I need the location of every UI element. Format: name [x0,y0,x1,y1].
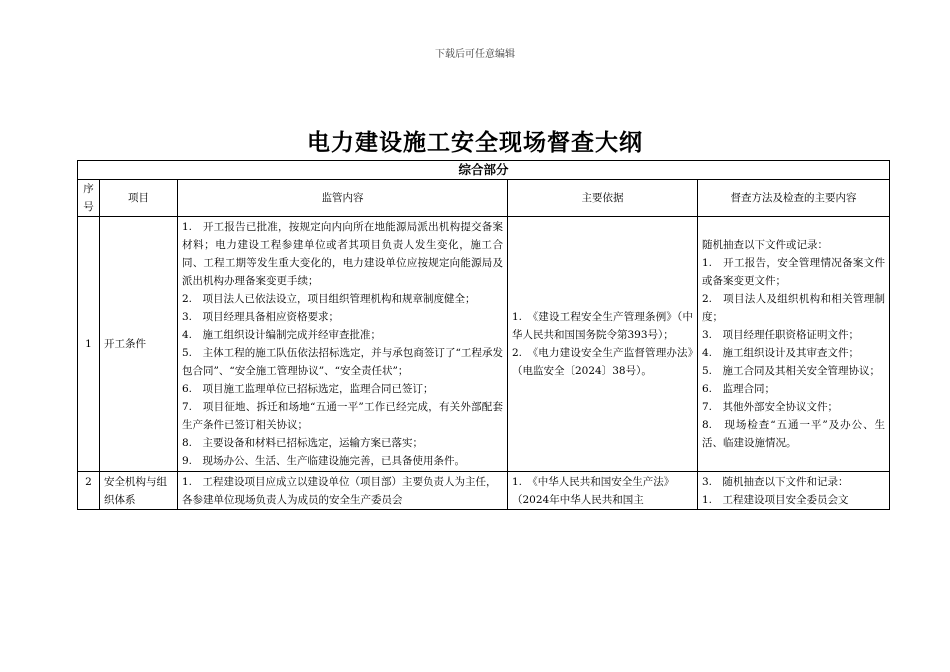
table-row [78,217,890,472]
method-line: 4. 施工组织设计及其审查文件； [702,347,860,359]
table-row [78,472,890,510]
row-basis-cell: 1. 《中华人民共和国安全生产法》（2024年中华人民共和国主 [508,472,698,510]
row-content-cell: 1. 工程建设项目应成立以建设单位（项目部）主要负责人为主任，各参建单位现场负责人为成员的安全生产委员会 [178,472,508,510]
row-no: 2 [78,472,100,510]
document-title: 电力建设施工安全现场督查大纲 [307,130,643,156]
method-line: 5. 施工合同及其相关安全管理协议； [702,365,881,377]
method-line: 1. 开工报告，安全管理情况备案文件或备案变更文件； [702,257,886,287]
col-header-content: 监管内容 [178,180,508,217]
row-method-cell: 3. 随机抽查以下文件和记录： 1. 工程建设项目安全委员会文 [698,472,890,510]
content-line: 3. 项目经理具备相应资格要求； [182,311,340,323]
method-line: 7. 其他外部安全协议文件； [702,401,839,413]
section-title: 综合部分 [78,161,890,180]
basis-line: 2. 《电力建设安全生产监督管理办法》（电监安全〔2024〕38号）。 [512,347,693,377]
method-line: 8. 现场检查“五通一平”及办公、生活、临建设施情况。 [702,419,886,449]
content-line: 6. 项目施工监理单位已招标选定，监理合同已签订； [182,383,434,395]
content-line: 7. 项目征地、拆迁和场地“五通一平”工作已经完成，有关外部配套生产条件已签订相关协议； [182,401,503,431]
content-line: 8. 主要设备和材料已招标选定，运输方案已落实； [182,437,424,449]
content-line: 5. 主体工程的施工队伍依法招标选定，并与承包商签订了“工程承发包合同”、“安全施工管理协议”、“安全责任状”； [182,347,503,377]
col-header-item: 项目 [100,180,178,217]
table-header-row [78,180,890,217]
row-item: 开工条件 [100,217,178,472]
method-line: 随机抽查以下文件或记录： [702,239,828,251]
header-note: 下载后可任意编辑 [435,49,515,60]
row-basis-cell [508,217,698,472]
content-line: 2. 项目法人已依法设立，项目组织管理机构和规章制度健全； [182,293,476,305]
col-header-no: 序号 [78,180,100,217]
inspection-table [77,160,890,510]
method-line: 3. 项目经理任职资格证明文件； [702,329,860,341]
method-line: 2. 项目法人及组织机构和相关管理制度； [702,293,886,323]
row-no: 1 [78,217,100,472]
row-method-cell [698,217,890,472]
content-line: 1. 开工报告已批准，按规定向内向所在地能源局派出机构提交备案材料；电力建设工程参建单位或者其项目负责人发生变化，施工合同、工程工期等发生重大变化的，电力建设单位应按规定向能源局及派出机构办理备案变更手续； [182,221,503,287]
row-item: 安全机构与组织体系 [100,472,178,510]
method-line: 6. 监理合同； [702,383,776,395]
content-line: 4. 施工组织设计编制完成并经审查批准； [182,329,382,341]
col-header-basis: 主要依据 [508,180,698,217]
basis-line: 1. 《建设工程安全生产管理条例》（中华人民共和国国务院令第393号）； [512,311,693,341]
row-content-cell [178,217,508,472]
col-header-method: 督查方法及检查的主要内容 [698,180,890,217]
content-line: 9. 现场办公、生活、生产临建设施完善，已具备使用条件。 [182,455,466,467]
